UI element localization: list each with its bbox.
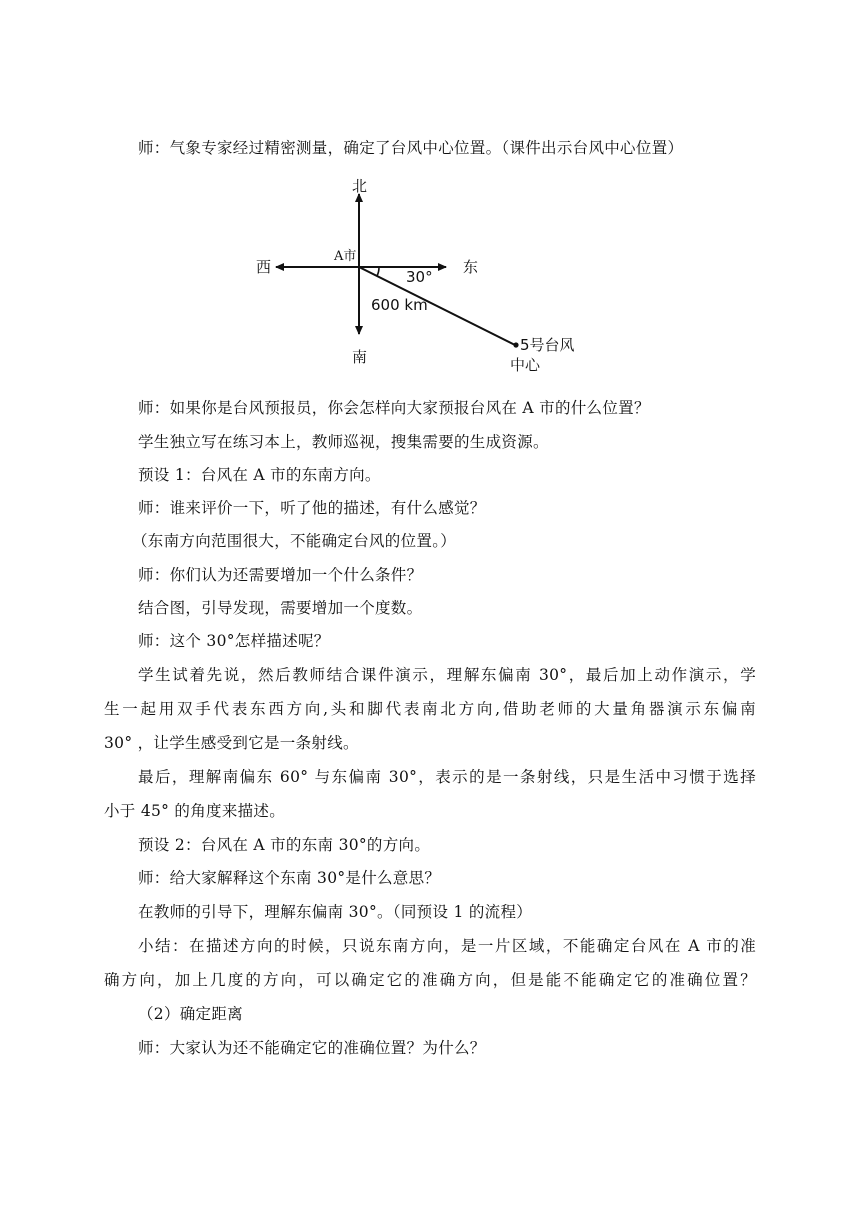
paragraph: 师：气象专家经过精密测量，确定了台风中心位置。（课件出示台风中心位置） <box>138 139 684 157</box>
paragraph: 在教师的引导下，理解东偏南 30°。（同预设 1 的流程） <box>138 903 533 921</box>
paragraph: 学生独立写在练习本上，教师巡视，搜集需要的生成资源。 <box>138 433 549 451</box>
section-heading: （2）确定距离 <box>138 1005 243 1023</box>
origin-label: A市 <box>334 249 357 264</box>
paragraph-line: 小结：在描述方向的时候，只说东南方向，是一片区域，不能确定台风在 A 市的准 <box>138 937 756 955</box>
north-label: 北 <box>352 177 368 195</box>
west-label: 西 <box>256 258 272 276</box>
paragraph-line: 生一起用双手代表东西方向,头和脚代表南北方向,借助老师的大量角器演示东偏南 <box>104 700 756 718</box>
direction-diagram <box>240 172 600 382</box>
typhoon-point <box>513 342 518 347</box>
east-label: 东 <box>463 258 479 276</box>
angle-label: 30° <box>406 268 433 286</box>
distance-label: 600 km <box>371 296 428 314</box>
paragraph: 预设 1：台风在 A 市的东南方向。 <box>138 466 381 484</box>
target-label-line1: 5号台风 <box>520 336 575 354</box>
paragraph: 师：大家认为还不能确定它的准确位置？为什么？ <box>138 1039 486 1057</box>
angle-arc <box>377 267 379 276</box>
paragraph: 师：如果你是台风预报员，你会怎样向大家预报台风在 A 市的什么位置？ <box>138 399 650 417</box>
paragraph: 结合图，引导发现，需要增加一个度数。 <box>138 599 423 617</box>
paragraph-line: 最后，理解南偏东 60° 与东偏南 30°，表示的是一条射线，只是生活中习惯于选择 <box>138 768 756 786</box>
paragraph: 师：给大家解释这个东南 30°是什么意思？ <box>138 869 441 887</box>
paragraph-line: 小于 45° 的角度来描述。 <box>104 802 286 820</box>
paragraph-line: 30° ，让学生感受到它是一条射线。 <box>104 734 359 752</box>
paragraph: 师：你们认为还需要增加一个什么条件？ <box>138 566 423 584</box>
paragraph: 师：谁来评价一下，听了他的描述，有什么感觉？ <box>138 499 486 517</box>
south-label: 南 <box>352 348 368 366</box>
target-label-line2: 中心 <box>510 356 541 374</box>
paragraph-line: 确方向，加上几度的方向，可以确定它的准确方向，但是能不能确定它的准确位置？ <box>104 971 756 989</box>
paragraph: （东南方向范围很大，不能确定台风的位置。） <box>132 532 457 550</box>
paragraph: 预设 2：台风在 A 市的东南 30°的方向。 <box>138 836 431 854</box>
paragraph-line: 学生试着先说，然后教师结合课件演示，理解东偏南 30°，最后加上动作演示，学 <box>138 666 756 684</box>
paragraph: 师：这个 30°怎样描述呢？ <box>138 632 330 650</box>
